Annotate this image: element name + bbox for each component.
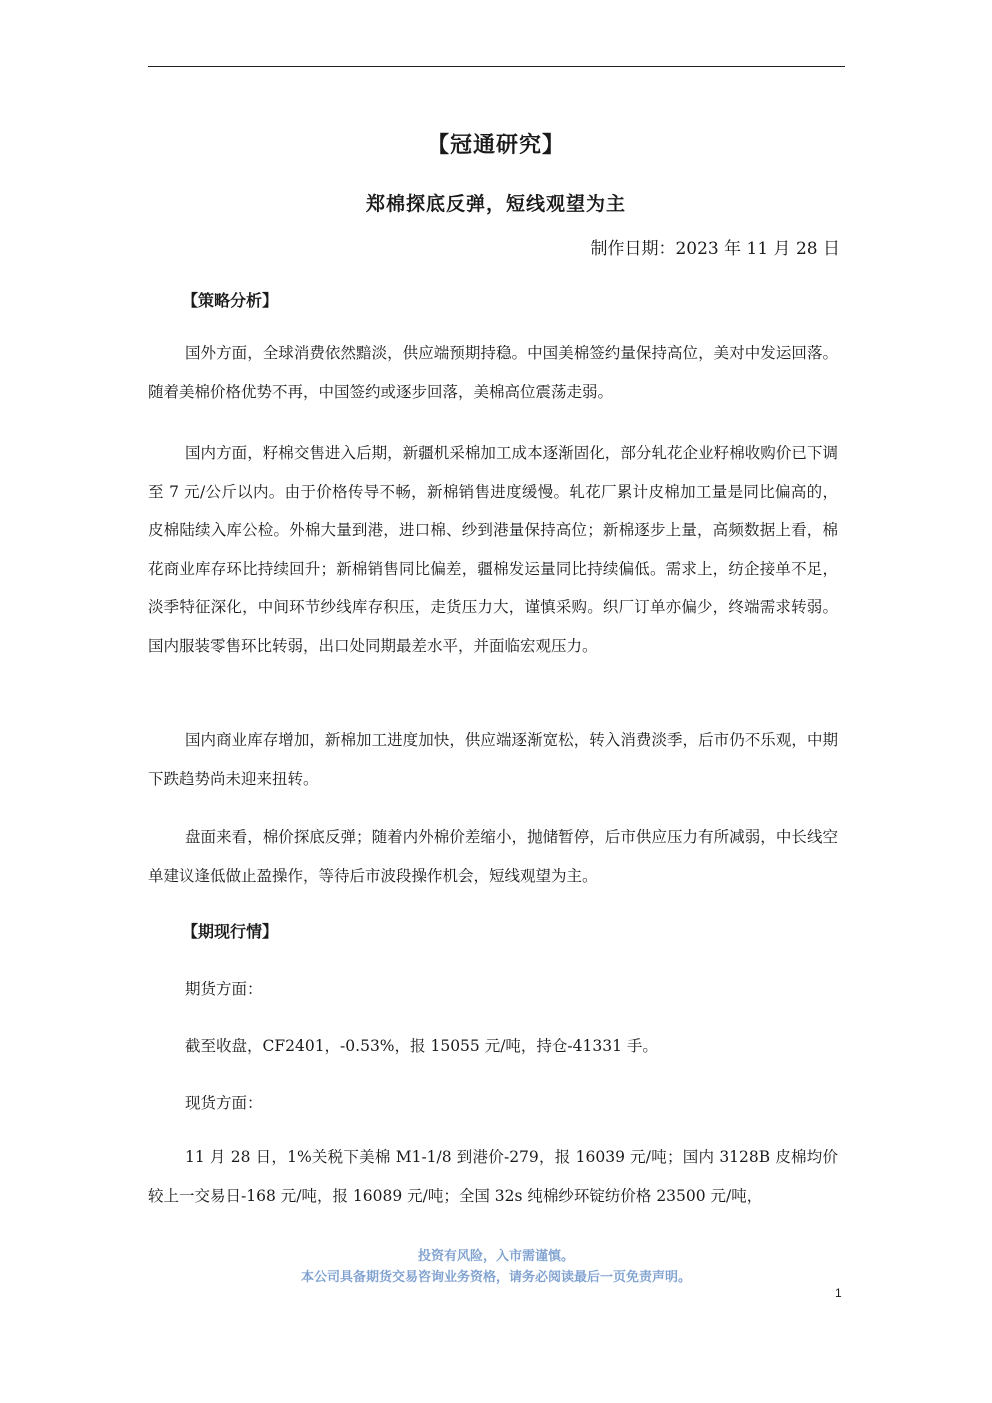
strategy-paragraph: 国内方面，籽棉交售进入后期，新疆机采棉加工成本逐渐固化，部分轧花企业籽棉收购价已下调至 7 元/公斤以内。由于价格传导不畅，新棉销售进度缓慢。轧花厂累计皮棉加工量是同比偏高的，皮棉陆续入库公检。外棉大量到港，进口棉、纱到港量保持高位；新棉逐步上量，高频数据上看，棉花商业库存环比持续回升；新棉销售同比偏差，疆棉发运量同比持续偏低。需求上，纺企接单不足，淡季特征深化，中间环节纱线库存积压，走货压力大，谨慎采购。织厂订单亦偏少，终端需求转弱。国内服装零售环比转弱，出口处同期最差水平，并面临宏观压力。 — [148, 444, 838, 655]
spot-text: 11 月 28 日，1%关税下美棉 M1-1/8 到港价-279，报 16039 元/吨；国内 3128B 皮棉均价较上一交易日-168 元/吨，报 16089 元/吨；全国 32s 纯棉纱环锭纺价格 23500 元/吨， — [148, 1148, 838, 1205]
strategy-paragraph: 国外方面，全球消费依然黯淡，供应端预期持稳。中国美棉签约量保持高位，美对中发运回落。随着美棉价格优势不再，中国签约或逐步回落，美棉高位震荡走弱。 — [148, 344, 838, 401]
document-subtitle: 郑棉探底反弹，短线观望为主 — [365, 193, 626, 215]
document-date: 制作日期：2023 年 11 月 28 日 — [590, 239, 840, 259]
document-title: 【冠通研究】 — [426, 132, 565, 158]
strategy-heading: 【策略分析】 — [182, 291, 279, 310]
strategy-paragraph: 国内商业库存增加，新棉加工进度加快，供应端逐渐宽松，转入消费淡季，后市仍不乐观，中期下跌趋势尚未迎来扭转。 — [148, 731, 838, 788]
spot-label: 现货方面： — [185, 1094, 263, 1112]
market-heading: 【期现行情】 — [182, 922, 279, 941]
footer-risk-warning: 投资有风险，入市需谨慎。 — [417, 1249, 574, 1264]
futures-text: 截至收盘，CF2401，-0.53%，报 15055 元/吨，持仓-41331 手。 — [185, 1037, 658, 1055]
futures-label: 期货方面： — [185, 980, 263, 998]
strategy-paragraph: 盘面来看，棉价探底反弹；随着内外棉价差缩小，抛储暂停，后市供应压力有所减弱，中长线空单建议逢低做止盈操作，等待后市波段操作机会，短线观望为主。 — [148, 828, 838, 885]
header-rule — [148, 66, 845, 67]
footer-disclaimer-notice: 本公司具备期货交易咨询业务资格，请务必阅读最后一页免责声明。 — [300, 1270, 691, 1285]
page-number: 1 — [835, 1286, 842, 1300]
